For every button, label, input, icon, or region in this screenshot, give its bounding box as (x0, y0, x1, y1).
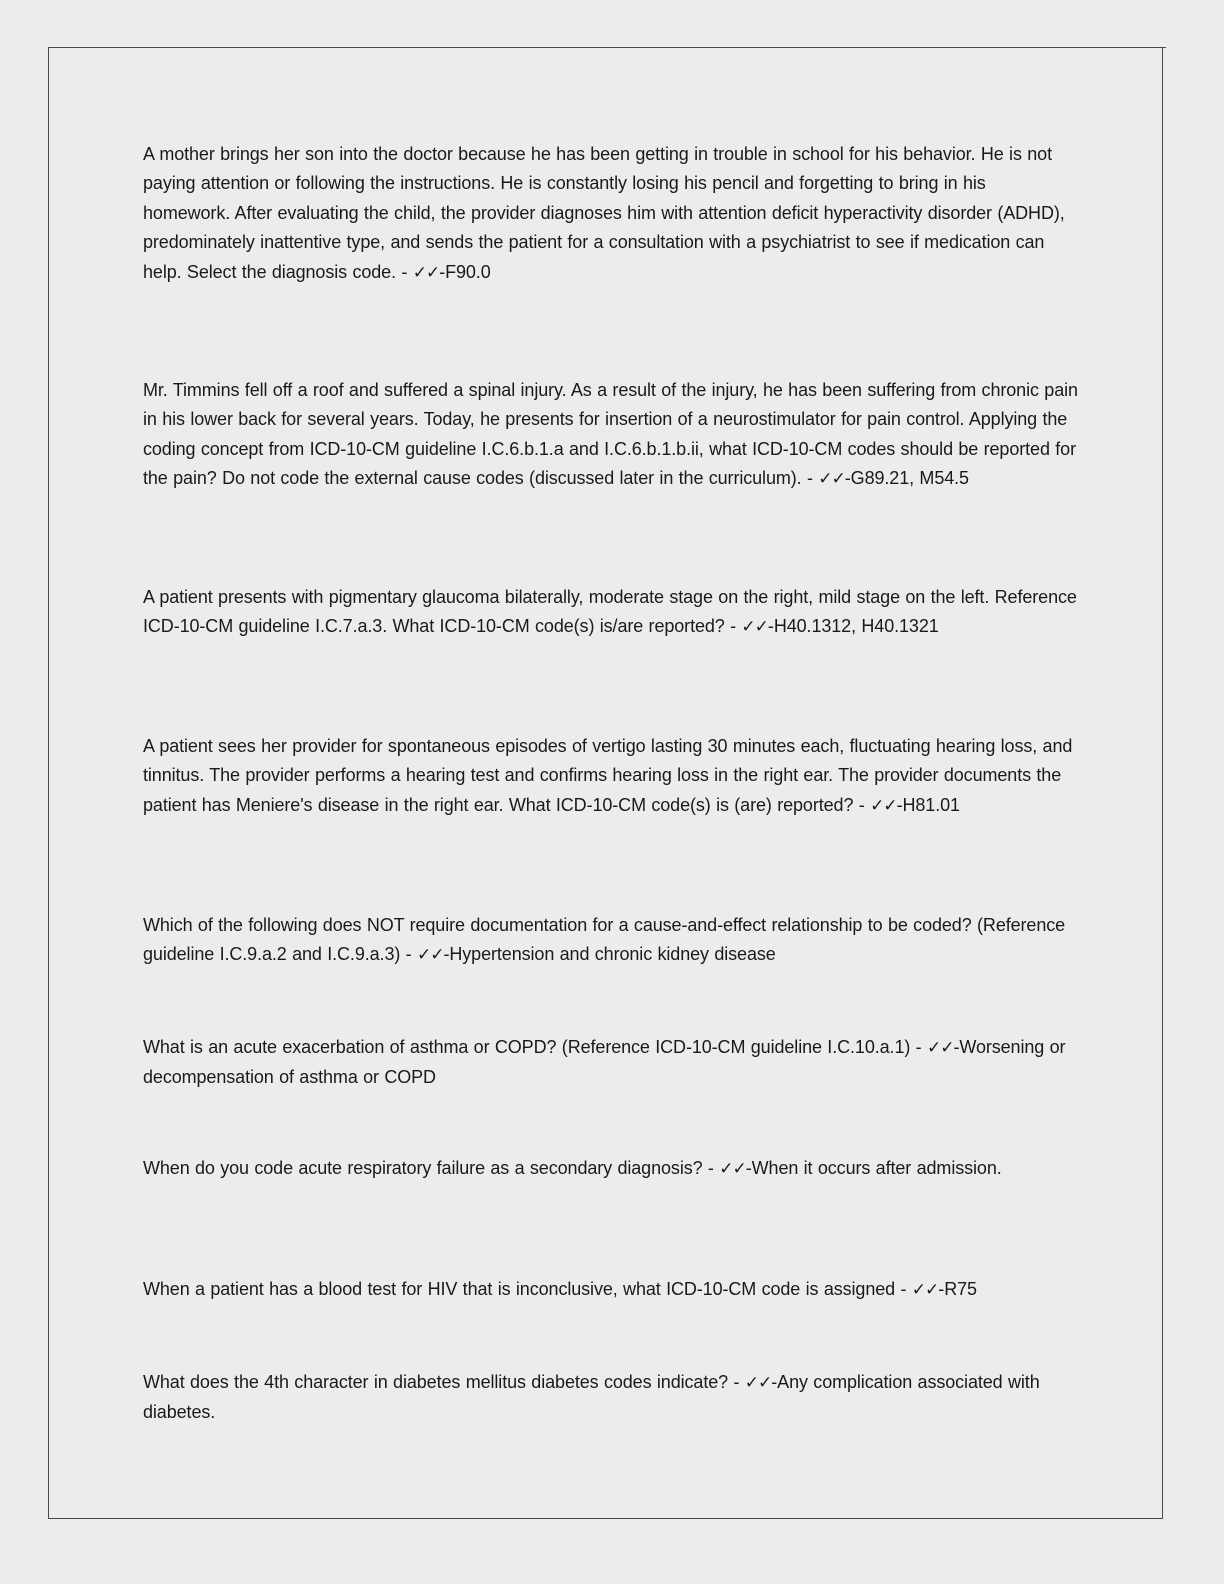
qa-item: Which of the following does NOT require documentation for a cause-and-effect relationship to be coded? (Reference guideline I.C.9.a.2 and I.C.9.a.3) - ✓✓-Hypertension and chronic kidney disease (143, 915, 1071, 966)
answer-text: F90.0 (445, 261, 491, 282)
double-check-icon: ✓✓ (741, 617, 768, 638)
qa-item: What does the 4th character in diabetes mellitus diabetes codes indicate? - ✓✓-Any complication associated with diabetes. (143, 1372, 1046, 1423)
qa-item: Mr. Timmins fell off a roof and suffered a spinal injury. As a result of the injury, he has been suffering from chronic pain in his lower back for several years. Today, he presents for insertion of a neurostimulator for pain control. Applying the coding concept from ICD-10-CM guideline I.C.6.b.1.a and I.C.6.b.1.b.ii, what ICD-10-CM codes should be reported for the pain? Do not code the external cause codes (discussed later in the curriculum). - ✓✓-G89.21, M54.5 (143, 380, 1084, 490)
qa-item: A patient sees her provider for spontaneous episodes of vertigo lasting 30 minutes each, fluctuating hearing loss, and tinnitus. The provider performs a hearing test and confirms hearing loss in the right ear. The provider documents the patient has Meniere's disease in the right ear. What ICD-10-CM code(s) is (are) reported? - ✓✓-H81.01 (143, 736, 1078, 816)
double-check-icon: ✓✓ (818, 469, 845, 490)
answer-text: Any complication associated with diabetes. (143, 1372, 1046, 1423)
qa-item: When do you code acute respiratory failure as a secondary diagnosis? - ✓✓-When it occurs after admission. (143, 1158, 1002, 1179)
double-check-icon: ✓✓ (870, 795, 897, 816)
double-check-icon: ✓✓ (412, 262, 440, 283)
question-text: A mother brings her son into the doctor because he has been getting in trouble in school for his behavior. He is not paying attention or following the instructions. He is constantly losing his pencil and forgetting to bring in his homework. After evaluating the child, the provider diagnoses him with attention deficit hyperactivity disorder (ADHD), predominately inattentive type, and sends the patient for a consultation with a psychiatrist to see if medication can help. Select the diagnosis code. (143, 144, 1071, 282)
double-check-icon: ✓✓ (911, 1280, 939, 1300)
question-text: What does the 4th character in diabetes mellitus diabetes codes indicate? (143, 1372, 729, 1392)
qa-item: A mother brings her son into the doctor because he has been getting in trouble in school for his behavior. He is not paying attention or following the instructions. He is constantly losing his pencil and forgetting to bring in his homework. After evaluating the child, the provider diagnoses him with attention deficit hyperactivity disorder (ADHD), predominately inattentive type, and sends the patient for a consultation with a psychiatrist to see if medication can help. Select the diagnosis code. - ✓✓-F90.0 (143, 144, 1071, 283)
double-check-icon: ✓✓ (926, 1038, 954, 1058)
question-text: A patient sees her provider for spontaneous episodes of vertigo lasting 30 minutes each, fluctuating hearing loss, and tinnitus. The provider performs a hearing test and confirms hearing loss in the right ear. The provider documents the patient has Meniere's disease in the right ear. What ICD-10-CM code(s) is (are) reported? (143, 736, 1078, 815)
question-text: Which of the following does NOT require documentation for a cause-and-effect relationship to be coded? (Reference guideline I.C.9.a.2 and I.C.9.a.3) (143, 915, 1071, 965)
question-text: When a patient has a blood test for HIV that is inconclusive, what ICD-10-CM code is assigned (143, 1279, 896, 1299)
qa-item: When a patient has a blood test for HIV that is inconclusive, what ICD-10-CM code is assigned - ✓✓-R75 (143, 1279, 977, 1300)
question-text: When do you code acute respiratory failure as a secondary diagnosis? (143, 1158, 703, 1178)
double-check-icon: ✓✓ (744, 1373, 772, 1393)
question-text: Mr. Timmins fell off a roof and suffered a spinal injury. As a result of the injury, he has been suffering from chronic pain in his lower back for several years. Today, he presents for insertion of a neurostimulator for pain control. Applying the coding concept from ICD-10-CM guideline I.C.6.b.1.a and I.C.6.b.1.b.ii, what ICD-10-CM codes should be reported for the pain? Do not code the external cause codes (discussed later in the curriculum). (143, 380, 1084, 489)
question-text: What is an acute exacerbation of asthma or COPD? (Reference ICD-10-CM guideline I.C.10.a.1) (143, 1037, 911, 1057)
answer-text: Hypertension and chronic kidney disease (449, 944, 776, 965)
answer-text: R75 (944, 1279, 977, 1299)
answer-text: G89.21, M54.5 (850, 468, 969, 489)
answer-text: Worsening or decompensation of asthma or COPD (143, 1037, 1071, 1088)
double-check-icon: ✓✓ (416, 945, 444, 966)
qa-item: A patient presents with pigmentary glaucoma bilaterally, moderate stage on the right, mild stage on the left. Reference ICD-10-CM guideline I.C.7.a.3. What ICD-10-CM code(s) is/are reported? - ✓✓-H40.1312, H40.1321 (143, 587, 1083, 638)
qa-item: What is an acute exacerbation of asthma or COPD? (Reference ICD-10-CM guideline I.C.10.a.1) - ✓✓-Worsening or decompensation of asthma or COPD (143, 1037, 1071, 1088)
answer-text: H81.01 (902, 794, 960, 815)
double-check-icon: ✓✓ (719, 1159, 746, 1179)
answer-text: When it occurs after admission. (751, 1158, 1002, 1178)
answer-text: H40.1312, H40.1321 (773, 616, 939, 637)
question-text: A patient presents with pigmentary glaucoma bilaterally, moderate stage on the right, mild stage on the left. Reference ICD-10-CM guideline I.C.7.a.3. What ICD-10-CM code(s) is/are reported? (143, 587, 1083, 637)
